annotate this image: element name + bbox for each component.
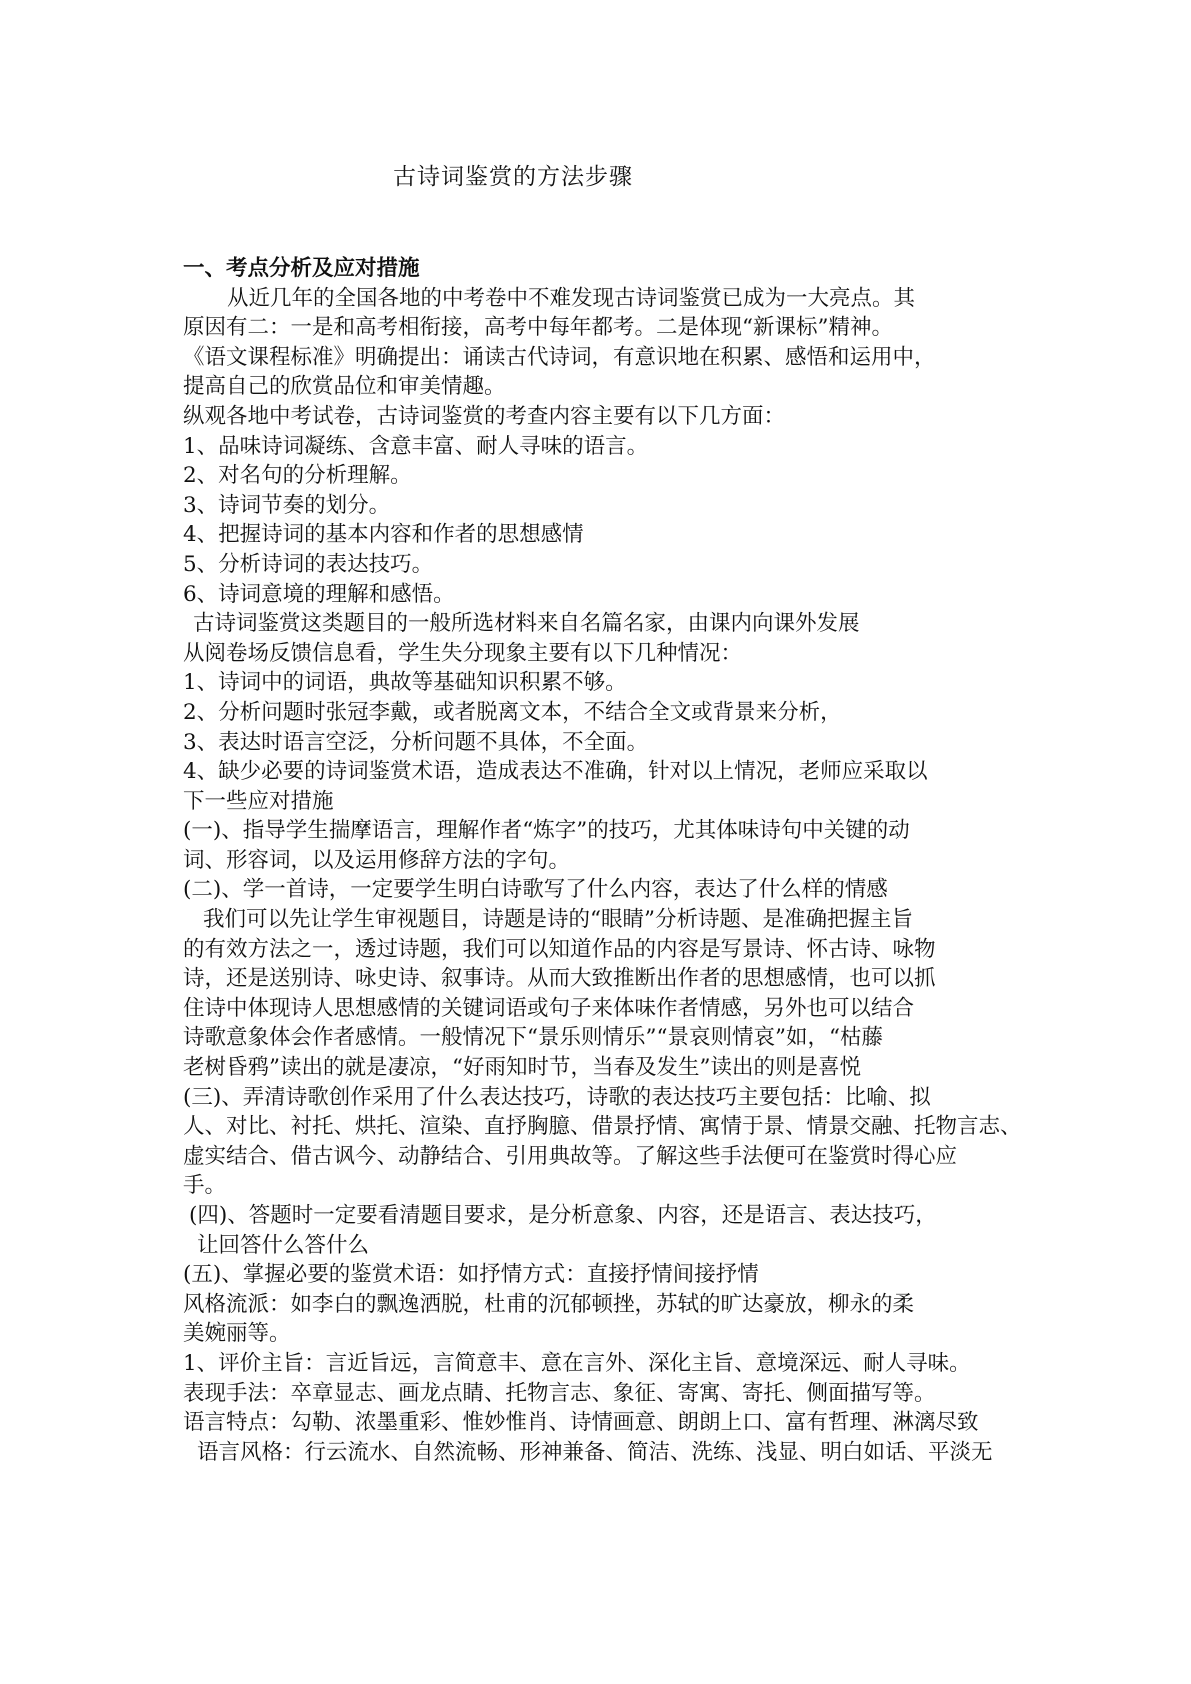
paragraph-line: (三)、弄清诗歌创作采用了什么表达技巧，诗歌的表达技巧主要包括：比喻、拟 xyxy=(183,1084,931,1110)
paragraph-line: 诗歌意象体会作者感情。一般情况下“景乐则情乐”“景哀则情哀”如，“枯藤 xyxy=(183,1025,883,1051)
paragraph-line: 下一些应对措施 xyxy=(183,788,334,814)
paragraph-line: 1、评价主旨：言近旨远，言简意丰、意在言外、深化主旨、意境深远、耐人寻味。 xyxy=(183,1350,971,1376)
paragraph-line: 古诗词鉴赏这类题目的一般所选材料来自名篇名家，由课内向课外发展 xyxy=(193,611,860,637)
list-item: 3、表达时语言空泛，分析问题不具体，不全面。 xyxy=(183,729,649,755)
paragraph-line: 美婉丽等。 xyxy=(183,1321,291,1347)
paragraph-line: 人、对比、衬托、烘托、渲染、直抒胸臆、借景抒情、寓情于景、情景交融、托物言志、 xyxy=(183,1114,1022,1140)
paragraph-line: 风格流派：如李白的飘逸洒脱，杜甫的沉郁顿挫，苏轼的旷达豪放，柳永的柔 xyxy=(183,1291,915,1317)
paragraph-line: (一)、指导学生揣摩语言，理解作者“炼字”的技巧，尤其体味诗句中关键的动 xyxy=(183,818,910,844)
paragraph-line: (五)、掌握必要的鉴赏术语：如抒情方式：直接抒情间接抒情 xyxy=(183,1262,759,1288)
paragraph-line: 《语文课程标准》明确提出：诵读古代诗词，有意识地在积累、感悟和运用中， xyxy=(183,344,936,370)
paragraph-line: 虚实结合、借古讽今、动静结合、引用典故等。了解这些手法便可在鉴赏时得心应 xyxy=(183,1143,958,1169)
list-item: 1、品味诗词凝练、含意丰富、耐人寻味的语言。 xyxy=(183,433,649,459)
paragraph-line: 提高自己的欣赏品位和审美情趣。 xyxy=(183,374,506,400)
paragraph-line: 词、形容词，以及运用修辞方法的字句。 xyxy=(183,847,571,873)
list-item: 6、诗词意境的理解和感悟。 xyxy=(183,581,455,607)
paragraph-line: 我们可以先让学生审视题目，诗题是诗的“眼睛”分析诗题、是准确把握主旨 xyxy=(203,907,913,933)
paragraph-line: 语言特点：勾勒、浓墨重彩、惟妙惟肖、诗情画意、朗朗上口、富有哲理、淋漓尽致 xyxy=(183,1410,979,1436)
paragraph-line: 老树昏鸦”读出的就是凄凉，“好雨知时节，当春及发生”读出的则是喜悦 xyxy=(183,1055,861,1081)
section-heading: 一、考点分析及应对措施 xyxy=(183,256,420,281)
list-item: 3、诗词节奏的划分。 xyxy=(183,492,391,518)
paragraph-line: 原因有二：一是和高考相衔接，高考中每年都考。二是体现“新课标”精神。 xyxy=(183,315,893,341)
paragraph-line: 住诗中体现诗人思想感情的关键词语或句子来体味作者情感，另外也可以结合 xyxy=(183,995,915,1021)
paragraph-line: 语言风格：行云流水、自然流畅、形神兼备、简洁、洗练、浅显、明白如话、平淡无 xyxy=(197,1439,993,1465)
paragraph-line: 纵观各地中考试卷，古诗词鉴赏的考查内容主要有以下几方面： xyxy=(183,403,786,429)
list-item: 4、把握诗词的基本内容和作者的思想感情 xyxy=(183,522,584,548)
paragraph-line: 从近几年的全国各地的中考卷中不难发现古诗词鉴赏已成为一大亮点。其 xyxy=(227,285,916,311)
paragraph-line: 让回答什么答什么 xyxy=(197,1232,370,1258)
list-item: 1、诗词中的词语，典故等基础知识积累不够。 xyxy=(183,670,627,696)
paragraph-line: (二)、学一首诗，一定要学生明白诗歌写了什么内容，表达了什么样的情感 xyxy=(183,877,888,903)
document-body xyxy=(183,254,1033,1467)
list-item: 2、对名句的分析理解。 xyxy=(183,463,412,489)
paragraph-line: 手。 xyxy=(183,1173,227,1199)
paragraph-line: 的有效方法之一，透过诗题，我们可以知道作品的内容是写景诗、怀古诗、咏物 xyxy=(183,936,936,962)
paragraph-line: (四)、答题时一定要看清题目要求，是分析意象、内容，还是语言、表达技巧， xyxy=(189,1203,937,1228)
list-item: 5、分析诗词的表达技巧。 xyxy=(183,551,434,577)
paragraph-line: 诗，还是送别诗、咏史诗、叙事诗。从而大致推断出作者的思想感情，也可以抓 xyxy=(183,966,936,992)
list-item: 2、分析问题时张冠李戴，或者脱离文本，不结合全文或背景来分析， xyxy=(183,699,842,725)
document-title: 古诗词鉴赏的方法步骤 xyxy=(393,164,633,190)
paragraph-line: 表现手法：卒章显志、画龙点睛、托物言志、象征、寄寓、寄托、侧面描写等。 xyxy=(183,1380,936,1406)
paragraph-line: 从阅卷场反馈信息看，学生失分现象主要有以下几种情况： xyxy=(183,640,743,666)
list-item: 4、缺少必要的诗词鉴赏术语，造成表达不准确，针对以上情况，老师应采取以 xyxy=(183,759,928,785)
